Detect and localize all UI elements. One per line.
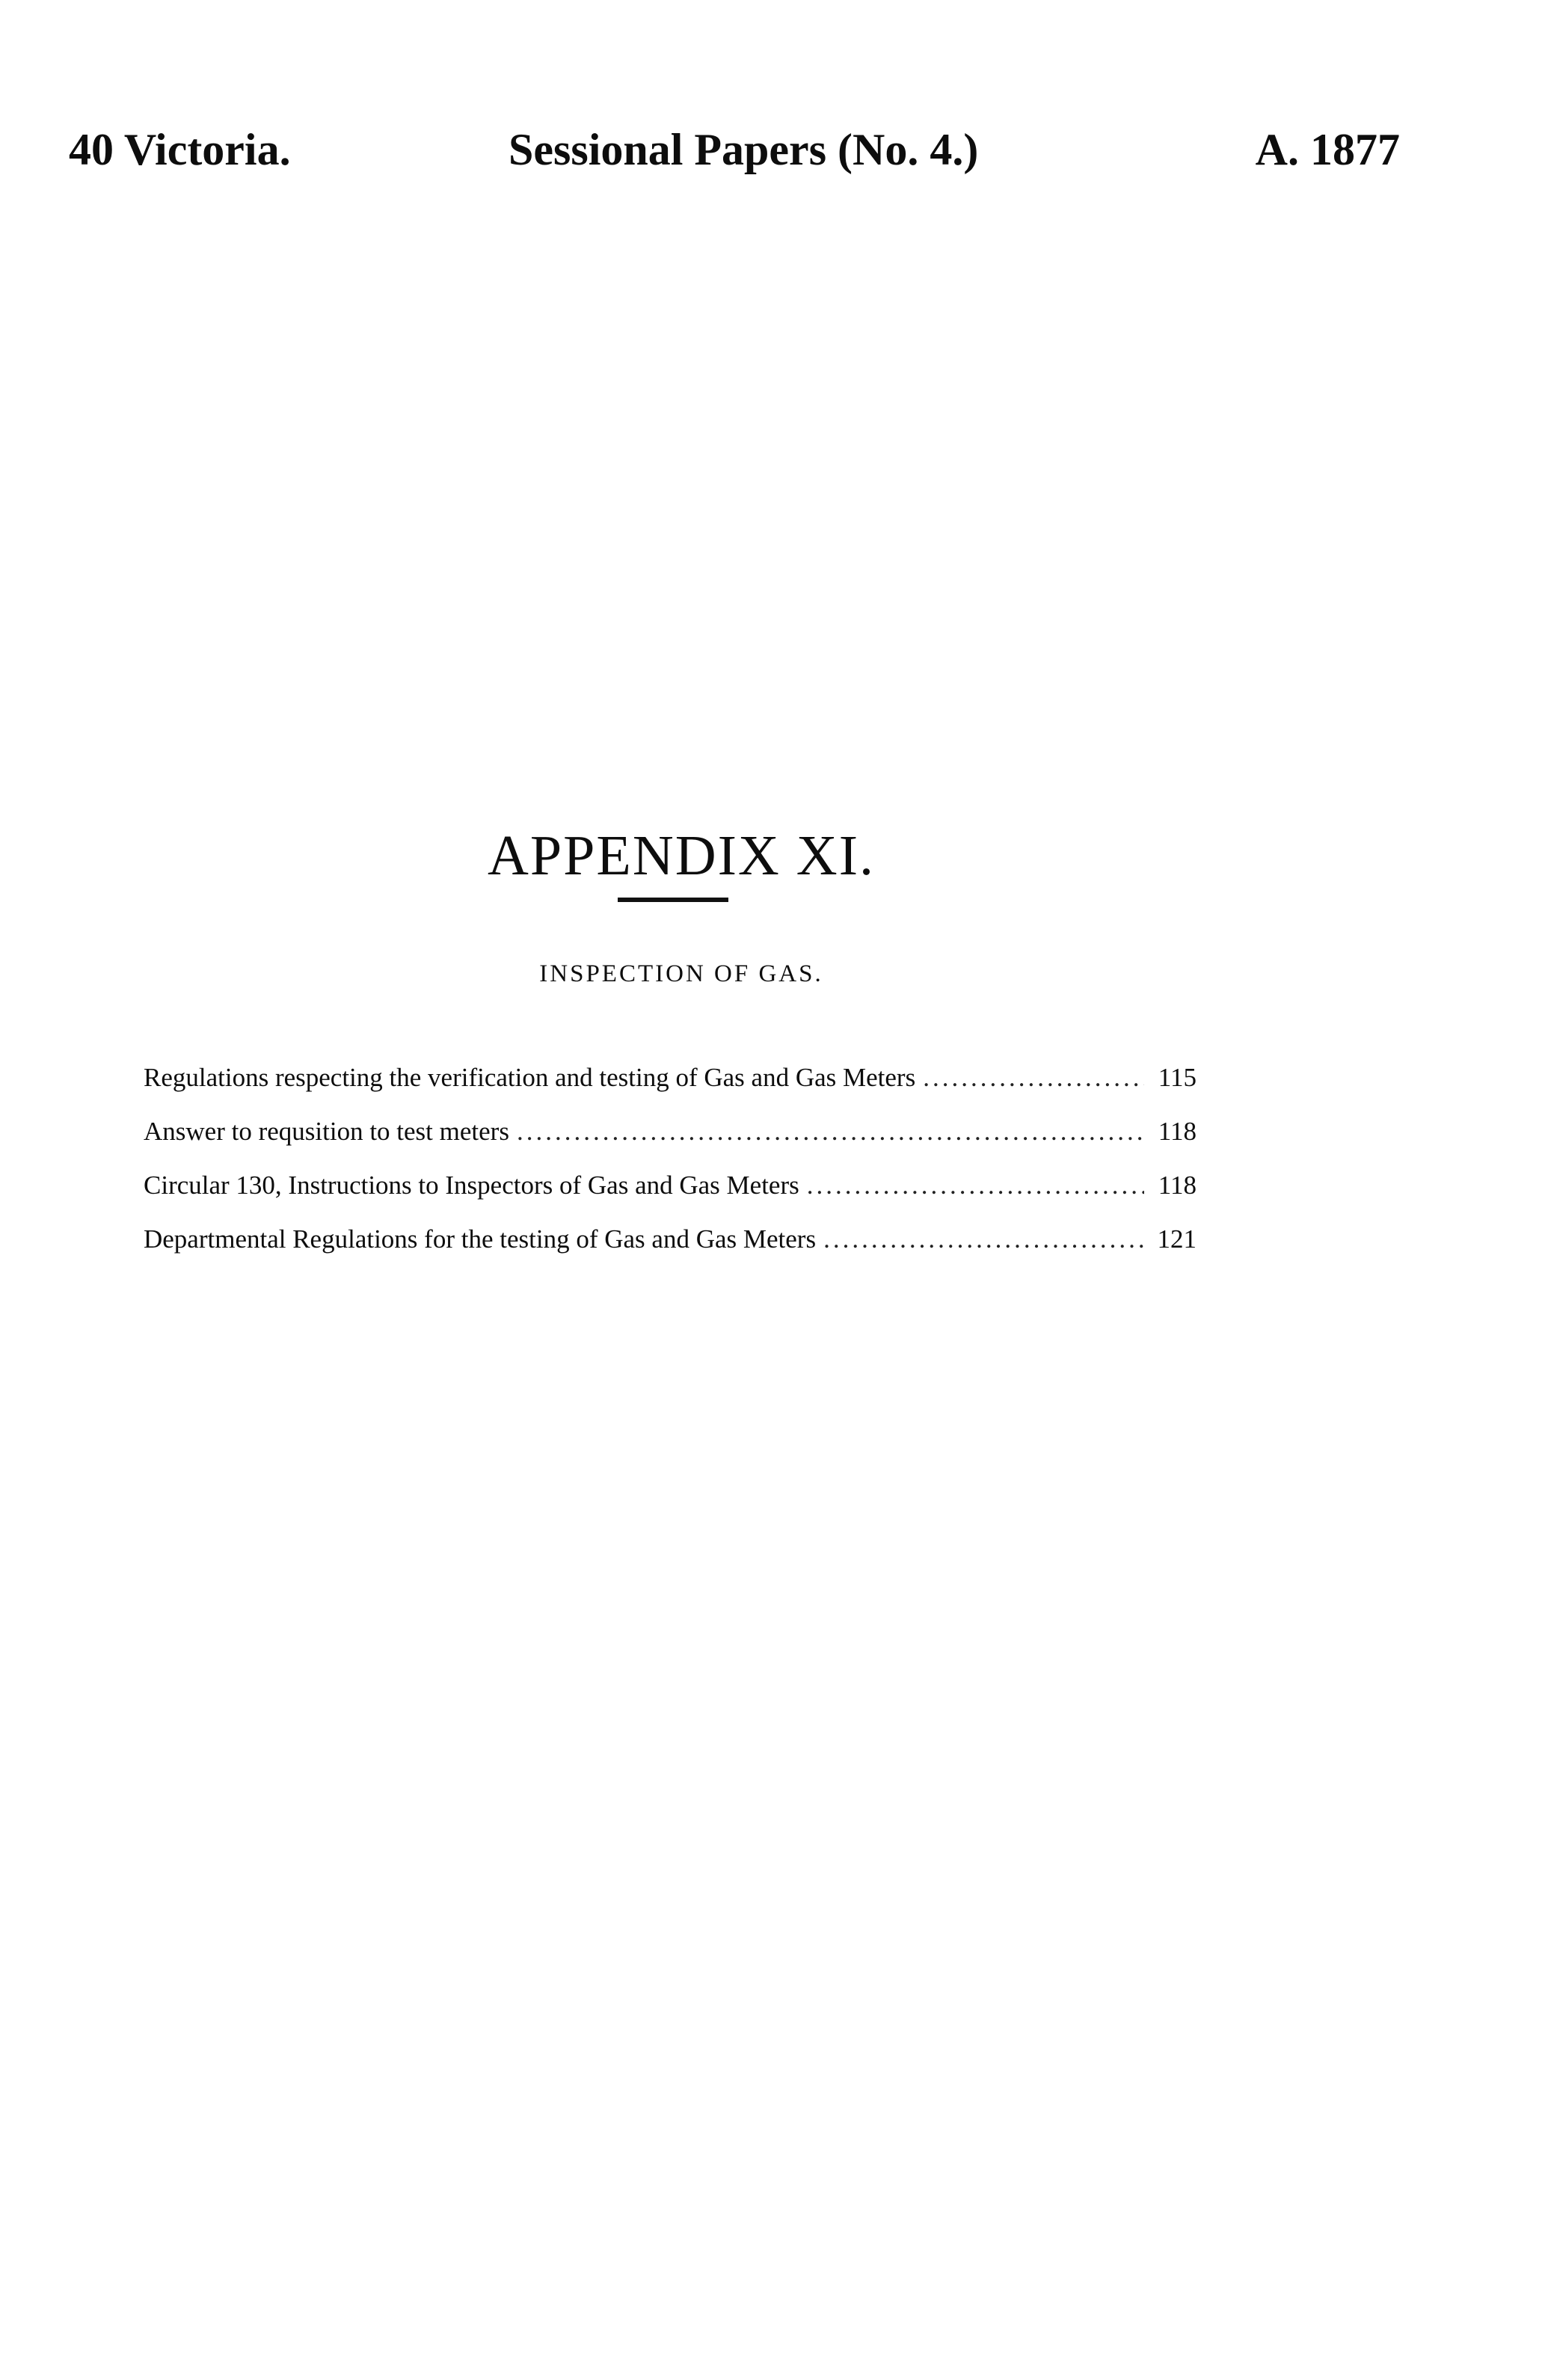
table-of-contents xyxy=(144,1051,1197,1266)
header-volume: 40 Victoria. xyxy=(69,125,291,174)
toc-entry-title: Circular 130, Instructions to Inspectors of Gas and Gas Meters xyxy=(144,1171,799,1200)
header-year: A. 1877 xyxy=(1255,125,1400,174)
toc-dot-leader xyxy=(807,1159,1144,1212)
toc-entry-page: 115 xyxy=(1158,1063,1197,1092)
toc-entry-page: 118 xyxy=(1158,1117,1197,1146)
toc-entry xyxy=(144,1051,1197,1105)
appendix-title: APPENDIX XI. xyxy=(488,824,875,887)
toc-entry xyxy=(144,1212,1197,1266)
toc-entry-title: Departmental Regulations for the testing of Gas and Gas Meters xyxy=(144,1224,817,1254)
header-sessional-papers: Sessional Papers (No. 4.) xyxy=(509,125,979,174)
toc-dot-leader xyxy=(517,1105,1144,1159)
section-subtitle: INSPECTION OF GAS. xyxy=(539,960,823,987)
toc-entry-title: Answer to requsition to test meters xyxy=(144,1117,509,1146)
toc-entry-page: 118 xyxy=(1158,1171,1197,1200)
running-header xyxy=(69,120,1400,180)
toc-entry xyxy=(144,1105,1197,1159)
toc-dot-leader xyxy=(823,1212,1144,1266)
toc-dot-leader xyxy=(923,1051,1144,1105)
toc-entry xyxy=(144,1159,1197,1212)
title-rule xyxy=(618,898,728,902)
toc-entry-page: 121 xyxy=(1157,1224,1197,1254)
toc-entry-title: Regulations respecting the verification and testing of Gas and Gas Meters xyxy=(144,1063,916,1092)
